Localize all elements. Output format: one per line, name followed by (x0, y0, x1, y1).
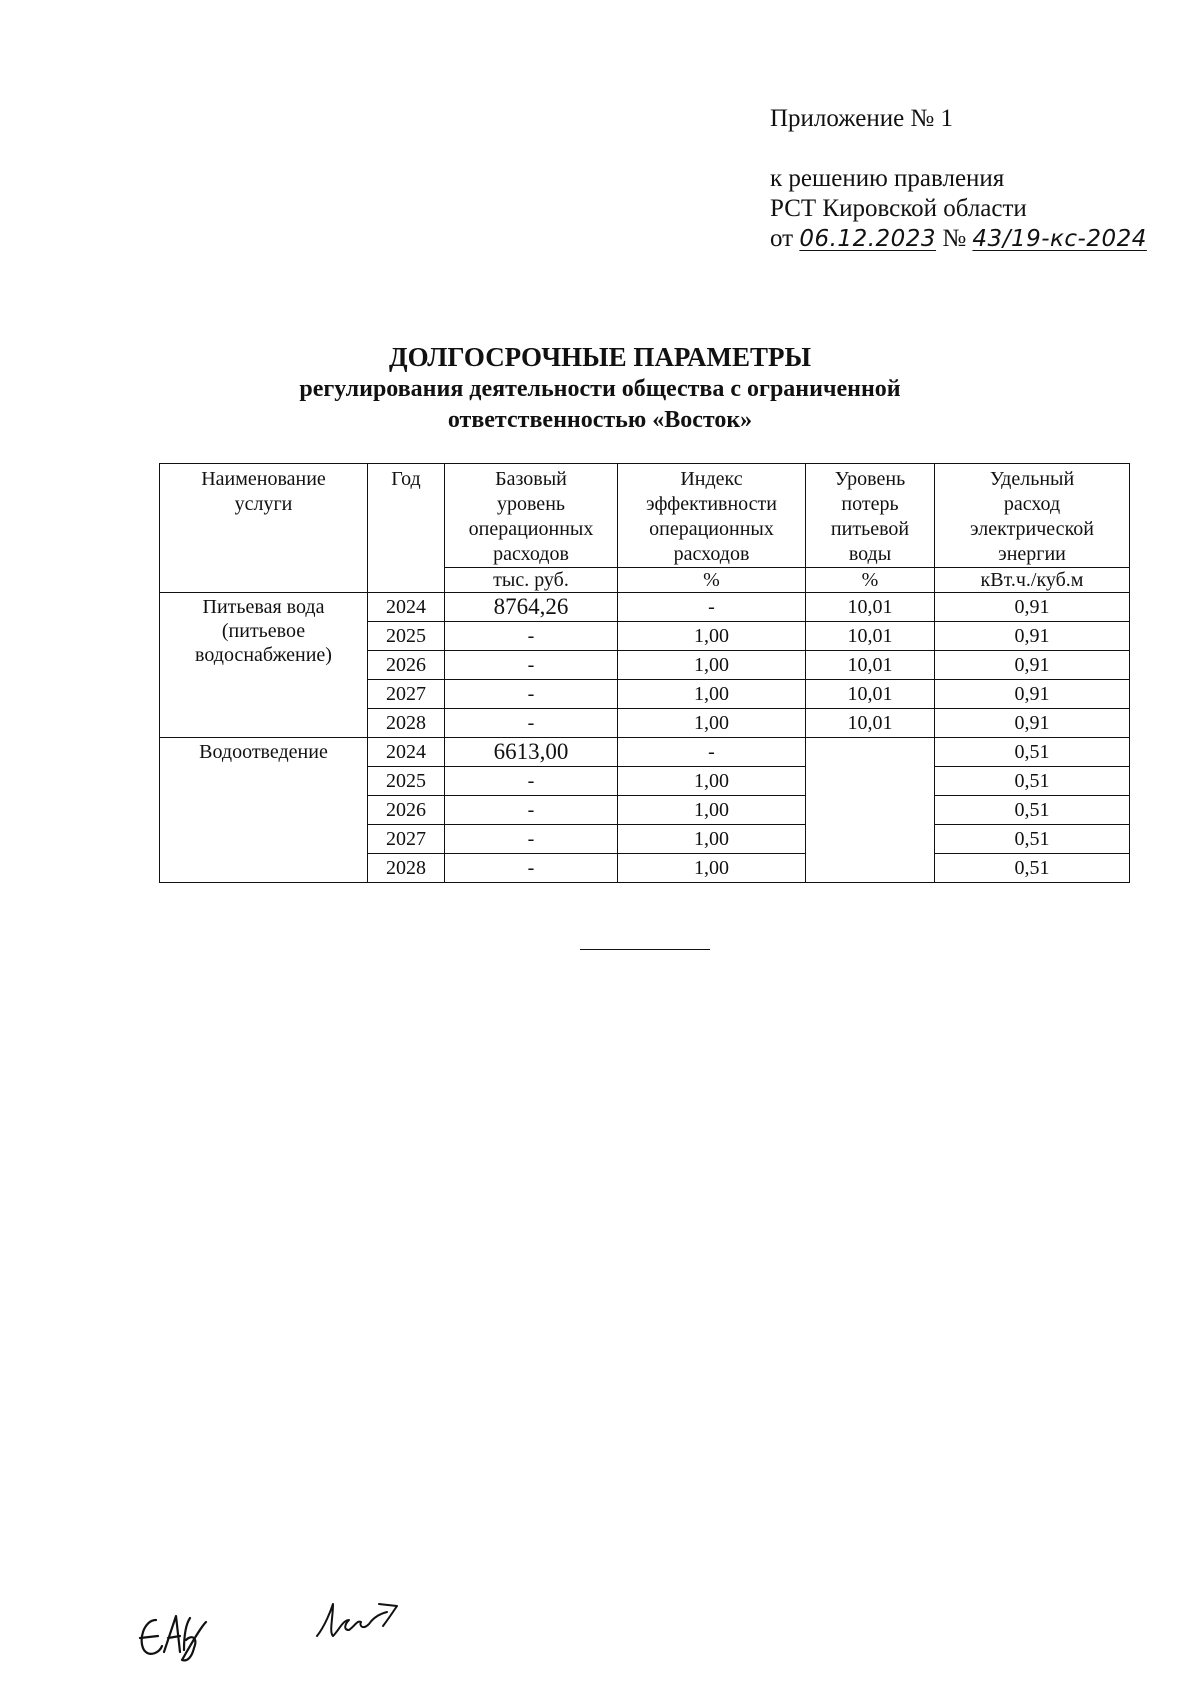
title-sub-line-2: ответственностью «Восток» (447, 407, 753, 433)
cell-base-level: - (445, 854, 618, 883)
end-rule-divider (580, 949, 710, 950)
title-main: ДОЛГОСРОЧНЫЕ ПАРАМЕТРЫ (389, 342, 811, 372)
cell-energy: 0,91 (935, 622, 1130, 651)
cell-base-level: - (445, 680, 618, 709)
cell-efficiency-index: - (618, 593, 806, 622)
header-service: Наименование услуги (160, 464, 368, 593)
cell-base-level: 6613,00 (445, 738, 618, 767)
cell-loss-level: 10,01 (806, 680, 935, 709)
cell-energy: 0,91 (935, 709, 1130, 738)
cell-loss-level: 10,01 (806, 651, 935, 680)
cell-base-level: - (445, 825, 618, 854)
decision-number: 43/19-кс-2024 (972, 226, 1147, 252)
cell-energy: 0,91 (935, 680, 1130, 709)
cell-efficiency-index: 1,00 (618, 622, 806, 651)
decision-date: 06.12.2023 (799, 226, 937, 252)
cell-loss-level: 10,01 (806, 622, 935, 651)
signature-1 (134, 1606, 212, 1664)
document-title (0, 340, 1200, 436)
cell-efficiency-index: 1,00 (618, 767, 806, 796)
cell-year: 2026 (368, 651, 445, 680)
date-prefix: от (770, 225, 800, 252)
service-drinking-water: Питьевая вода (питьевое водоснабжение) (160, 593, 368, 738)
cell-year: 2025 (368, 767, 445, 796)
cell-energy: 0,51 (935, 738, 1130, 767)
cell-loss-level: 10,01 (806, 593, 935, 622)
header-base-level: Базовый уровень операционных расходов (445, 464, 618, 568)
cell-efficiency-index: - (618, 738, 806, 767)
header-efficiency-index: Индекс эффективности операционных расходов (618, 464, 806, 568)
unit-loss-level: % (806, 568, 935, 593)
appendix-title: Приложение № 1 (770, 105, 954, 132)
number-prefix: № (936, 225, 973, 252)
header-loss-level: Уровень потерь питьевой воды (806, 464, 935, 568)
table-row (160, 738, 1130, 767)
cell-efficiency-index: 1,00 (618, 825, 806, 854)
header-year: Год (368, 464, 445, 593)
cell-base-level: 8764,26 (445, 593, 618, 622)
cell-energy: 0,51 (935, 854, 1130, 883)
cell-year: 2028 (368, 854, 445, 883)
cell-efficiency-index: 1,00 (618, 709, 806, 738)
table-row (160, 593, 1130, 622)
cell-year: 2026 (368, 796, 445, 825)
cell-efficiency-index: 1,00 (618, 854, 806, 883)
cell-energy: 0,51 (935, 767, 1130, 796)
cell-year: 2024 (368, 738, 445, 767)
cell-loss-level-empty (806, 738, 935, 883)
cell-energy: 0,51 (935, 825, 1130, 854)
service-wastewater: Водоотведение (160, 738, 368, 883)
signature-2 (309, 1596, 413, 1646)
cell-base-level: - (445, 622, 618, 651)
cell-year: 2028 (368, 709, 445, 738)
appendix-header (770, 104, 1147, 254)
parameters-table (159, 463, 1130, 883)
authority-line: РСТ Кировской области (770, 195, 1027, 222)
cell-base-level: - (445, 651, 618, 680)
header-energy: Удельный расход электрической энергии (935, 464, 1130, 568)
decision-line: к решению правления (770, 165, 1005, 192)
cell-energy: 0,51 (935, 796, 1130, 825)
cell-year: 2027 (368, 825, 445, 854)
cell-efficiency-index: 1,00 (618, 680, 806, 709)
cell-energy: 0,91 (935, 593, 1130, 622)
cell-base-level: - (445, 709, 618, 738)
cell-year: 2027 (368, 680, 445, 709)
cell-year: 2024 (368, 593, 445, 622)
unit-efficiency-index: % (618, 568, 806, 593)
header-row (160, 464, 1130, 568)
cell-energy: 0,91 (935, 651, 1130, 680)
date-number-line (770, 224, 1147, 254)
cell-year: 2025 (368, 622, 445, 651)
title-sub-line-1: регулирования деятельности общества с ограниченной (299, 376, 901, 402)
cell-efficiency-index: 1,00 (618, 796, 806, 825)
cell-base-level: - (445, 796, 618, 825)
unit-energy: кВт.ч./куб.м (935, 568, 1130, 593)
unit-base-level: тыс. руб. (445, 568, 618, 593)
cell-base-level: - (445, 767, 618, 796)
cell-loss-level: 10,01 (806, 709, 935, 738)
cell-efficiency-index: 1,00 (618, 651, 806, 680)
